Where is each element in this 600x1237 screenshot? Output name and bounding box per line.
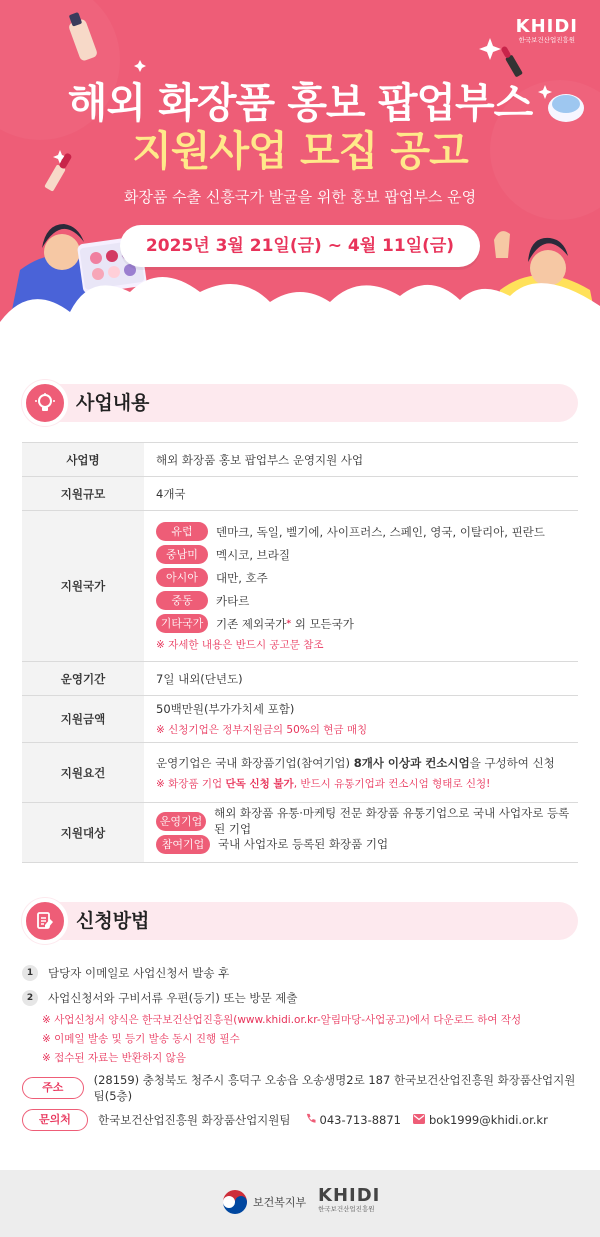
step-text: 담당자 이메일로 사업신청서 발송 후	[48, 965, 230, 980]
date-range-pill: 2025년 3월 21일(금) ~ 4월 11일(금)	[120, 225, 480, 267]
country-row-asia	[156, 566, 578, 589]
target-tag: 참여기업	[156, 835, 210, 854]
table-row	[22, 662, 578, 696]
countries-cell	[144, 511, 578, 662]
hero-banner	[0, 0, 600, 372]
footer-khidi-logo	[318, 1187, 380, 1214]
target-value: 해외 화장품 유통·마케팅 전문 화장품 유통기업으로 국내 사업자로 등록된 기업	[214, 806, 570, 836]
amount-note: ※ 신청기업은 정부지원금의 50%의 현금 매칭	[156, 724, 368, 736]
country-row-latam	[156, 543, 578, 566]
req-label: 지원요건	[22, 743, 144, 803]
khidi-logo-sub: 한국보건산업진흥원	[518, 36, 576, 44]
target-label: 지원대상	[22, 803, 144, 863]
footer	[0, 1170, 600, 1237]
table-row	[22, 743, 578, 803]
country-tag: 아시아	[156, 568, 208, 587]
req-post: 을 구성하여 신청	[469, 755, 555, 770]
business-name-value: 해외 화장품 홍보 팝업부스 운영지원 사업	[144, 443, 578, 477]
country-row-europe	[156, 520, 578, 543]
scale-value: 4개국	[144, 477, 578, 511]
target-value: 국내 사업자로 등록된 화장품 기업	[218, 837, 389, 851]
section-apply-header	[22, 902, 578, 940]
step-number: 2	[22, 990, 38, 1006]
req-bold: 8개사 이상과 컨소시엄	[353, 755, 470, 770]
req-note-bold: 단독 신청 불가	[225, 777, 294, 790]
inquiry-row	[22, 1109, 578, 1131]
target-row-operator	[156, 806, 578, 836]
countries-note: ※ 자세한 내용은 반드시 공고문 참조	[156, 639, 324, 651]
countries-label: 지원국가	[22, 511, 144, 662]
table-row	[22, 696, 578, 743]
scale-label: 지원규모	[22, 477, 144, 511]
country-value-post: 외 모든국가	[294, 616, 354, 631]
address-value: (28159) 충청북도 청주시 흥덕구 오송읍 오송생명2로 187 한국보건산업진흥원 화장품산업지원팀(5층)	[93, 1073, 576, 1103]
country-tag: 중남미	[156, 545, 208, 564]
ministry-name: 보건복지부	[253, 1196, 307, 1209]
country-value-mark: *	[286, 618, 292, 629]
section-business-title: 사업내용	[76, 392, 150, 414]
apply-steps	[22, 960, 578, 1010]
target-tag: 운영기업	[156, 812, 206, 831]
apply-note: ※ 접수된 자료는 반환하지 않음	[42, 1052, 186, 1064]
country-tag: 중동	[156, 591, 208, 610]
hero-subtitle: 화장품 수출 신흥국가 발굴을 위한 홍보 팝업부스 운영	[123, 188, 477, 206]
inquiry-org: 한국보건산업진흥원 화장품산업지원팀	[98, 1113, 291, 1127]
document-pen-icon	[22, 898, 68, 944]
amount-value: 50백만원(부가가치세 포함)	[156, 702, 295, 716]
section-business-header	[22, 384, 578, 422]
address-row	[22, 1073, 578, 1103]
period-label: 운영기간	[22, 662, 144, 696]
cloud-decoration	[0, 262, 600, 372]
country-value: 카타르	[216, 593, 250, 608]
lightbulb-icon	[22, 380, 68, 426]
country-value: 덴마크, 독일, 벨기에, 사이프러스, 스페인, 영국, 이탈리아, 핀란드	[216, 524, 545, 539]
target-cell	[144, 803, 578, 863]
address-label: 주소	[22, 1077, 84, 1099]
req-note-pre: ※ 화장품 기업	[156, 777, 226, 790]
khidi-logo-mark: KHIDI	[515, 16, 578, 37]
country-tag: 기타국가	[156, 614, 208, 633]
hero-title-line2: 지원사업 모집 공고	[132, 127, 468, 175]
apply-notes	[42, 1011, 521, 1068]
footer-logo-mark: KHIDI	[318, 1185, 381, 1206]
country-value: 대만, 호주	[216, 570, 268, 585]
req-note-post: , 반드시 유통기업과 컨소시엄 형태로 신청!	[293, 777, 491, 790]
email-address[interactable]: bok1999@khidi.or.kr	[428, 1113, 548, 1127]
footer-logo-sub: 한국보건산업진흥원	[318, 1205, 375, 1213]
apply-note: ※ 이메일 발송 및 등기 발송 동시 진행 필수	[42, 1033, 240, 1045]
phone-icon	[305, 1113, 316, 1127]
amount-label: 지원금액	[22, 696, 144, 743]
country-tag: 유럽	[156, 522, 208, 541]
phone-number[interactable]: 043-713-8871	[319, 1113, 401, 1127]
req-pre: 운영기업은 국내 화장품기업(참여기업)	[156, 755, 354, 770]
country-value-pre: 기존 제외국가	[216, 616, 287, 631]
table-row	[22, 803, 578, 863]
country-value: 멕시코, 브라질	[216, 547, 290, 562]
business-info-table	[22, 442, 578, 863]
apply-note: ※ 사업신청서 양식은 한국보건산업진흥원(www.khidi.or.kr-알림마당-사업공고)에서 다운로드 하여 작성	[42, 1014, 522, 1026]
list-item	[22, 985, 578, 1010]
ministry-logo	[222, 1189, 306, 1215]
table-row	[22, 443, 578, 477]
list-item	[22, 960, 578, 985]
amount-cell	[144, 696, 578, 743]
table-row	[22, 511, 578, 662]
step-text: 사업신청서와 구비서류 우편(등기) 또는 방문 제출	[48, 990, 298, 1005]
business-name-label: 사업명	[22, 443, 144, 477]
step-number: 1	[22, 965, 38, 981]
section-apply-title: 신청방법	[76, 910, 150, 932]
taegeuk-icon	[222, 1189, 248, 1215]
period-value: 7일 내외(단년도)	[144, 662, 578, 696]
email-icon	[413, 1113, 425, 1127]
country-row-other	[156, 612, 578, 635]
hero-title-line1: 해외 화장품 홍보 팝업부스	[67, 79, 533, 127]
country-row-middle-east	[156, 589, 578, 612]
inquiry-label: 문의처	[22, 1109, 88, 1131]
req-cell	[144, 743, 578, 803]
khidi-logo	[516, 18, 578, 45]
table-row	[22, 477, 578, 511]
